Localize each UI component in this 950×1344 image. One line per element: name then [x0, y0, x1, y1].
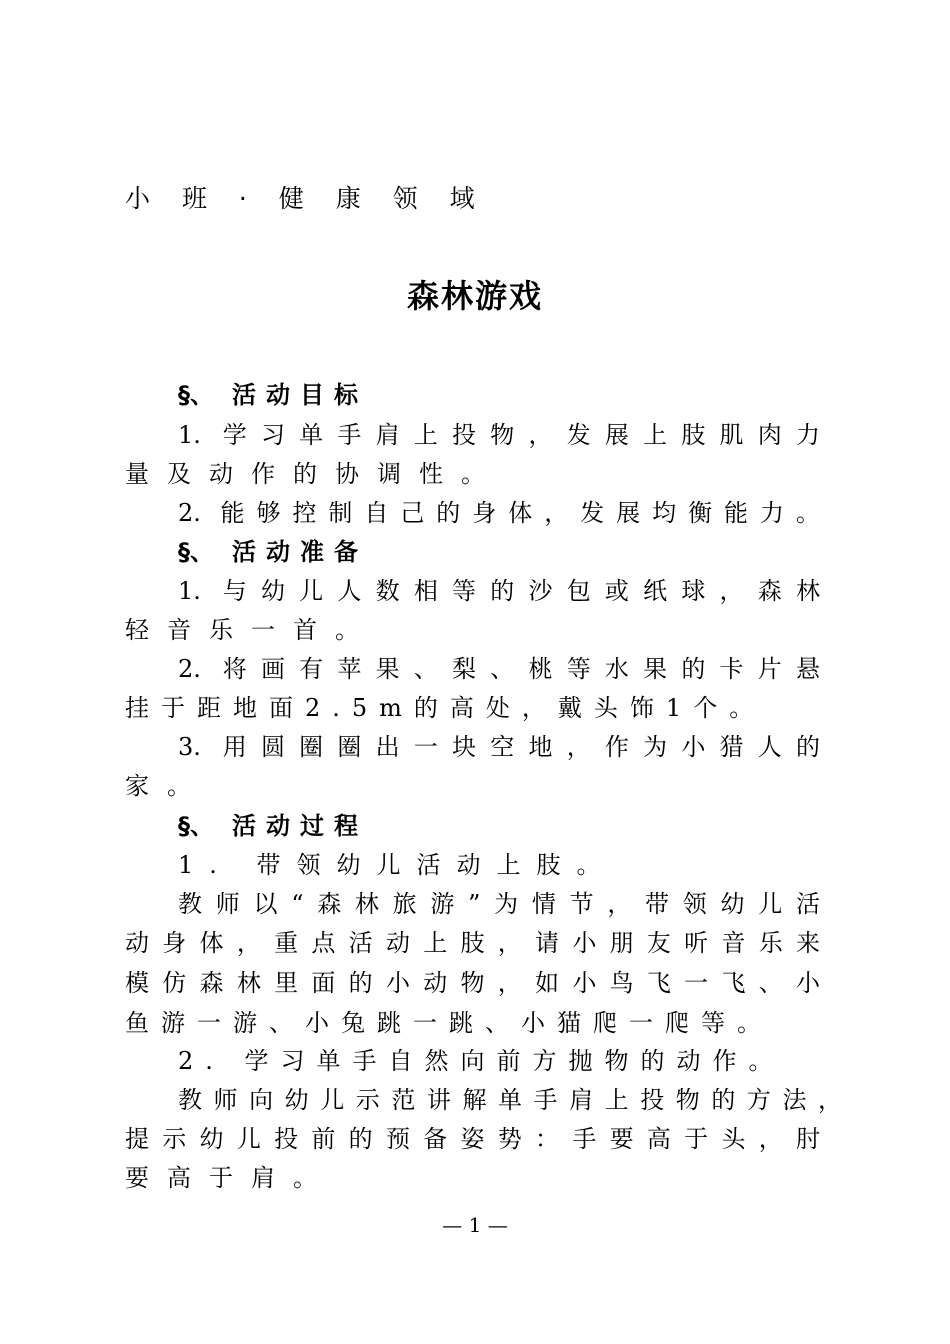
section-heading-goals — [178, 380, 368, 410]
section-mark: §、 — [178, 538, 214, 566]
paragraph-line: 教师以“森林旅游”为情节，带领幼儿活 — [178, 890, 820, 918]
paragraph-line: 动身体，重点活动上肢，请小朋友听音乐来 — [125, 929, 820, 957]
paragraph-line: 1. 与幼儿人数相等的沙包或纸球，森林 — [178, 577, 820, 605]
section-mark: §、 — [178, 381, 214, 409]
section-heading-text: 活动过程 — [232, 812, 368, 840]
section-heading-preparation — [178, 537, 368, 567]
paragraph-line: 家。 — [125, 772, 209, 800]
section-heading-text: 活动目标 — [232, 381, 368, 409]
paragraph-line: 1. 学习单手肩上投物，发展上肢肌肉力 — [178, 421, 820, 449]
paragraph-line: 量及动作的协调性。 — [125, 460, 503, 488]
paragraph-line: 鱼游一游、小兔跳一跳、小猫爬一爬等。 — [125, 1009, 773, 1037]
paragraph-line: 3. 用圆圈圈出一块空地，作为小猎人的 — [178, 733, 820, 761]
section-heading-process — [178, 811, 368, 841]
section-mark: §、 — [178, 812, 214, 840]
paragraph-line: 模仿森林里面的小动物，如小鸟飞一飞、小 — [125, 969, 820, 997]
paragraph-line: 轻音乐一首。 — [125, 616, 377, 644]
section-heading-text: 活动准备 — [232, 538, 368, 566]
paragraph-line: 2. 将画有苹果、梨、桃等水果的卡片悬 — [178, 655, 820, 683]
page-number: — 1 — — [442, 1213, 508, 1237]
paragraph-line: 2. 学习单手自然向前方抛物的动作。 — [178, 1047, 785, 1075]
paragraph-line: 要高于肩。 — [125, 1164, 335, 1192]
document-title: 森林游戏 — [406, 277, 543, 315]
paragraph-line: 挂于距地面2.5m的高处，戴头饰1个。 — [125, 694, 766, 722]
paragraph-line: 提示幼儿投前的预备姿势：手要高于头，肘 — [125, 1125, 820, 1153]
paragraph-line: 2. 能够控制自己的身体，发展均衡能力。 — [178, 499, 820, 527]
paragraph-line: 1. 带领幼儿活动上肢。 — [178, 851, 617, 879]
paragraph-line: 教师向幼儿示范讲解单手肩上投物的方法， — [178, 1086, 842, 1114]
class-domain-label: 小 班 · 健 康 领 域 — [125, 184, 487, 213]
